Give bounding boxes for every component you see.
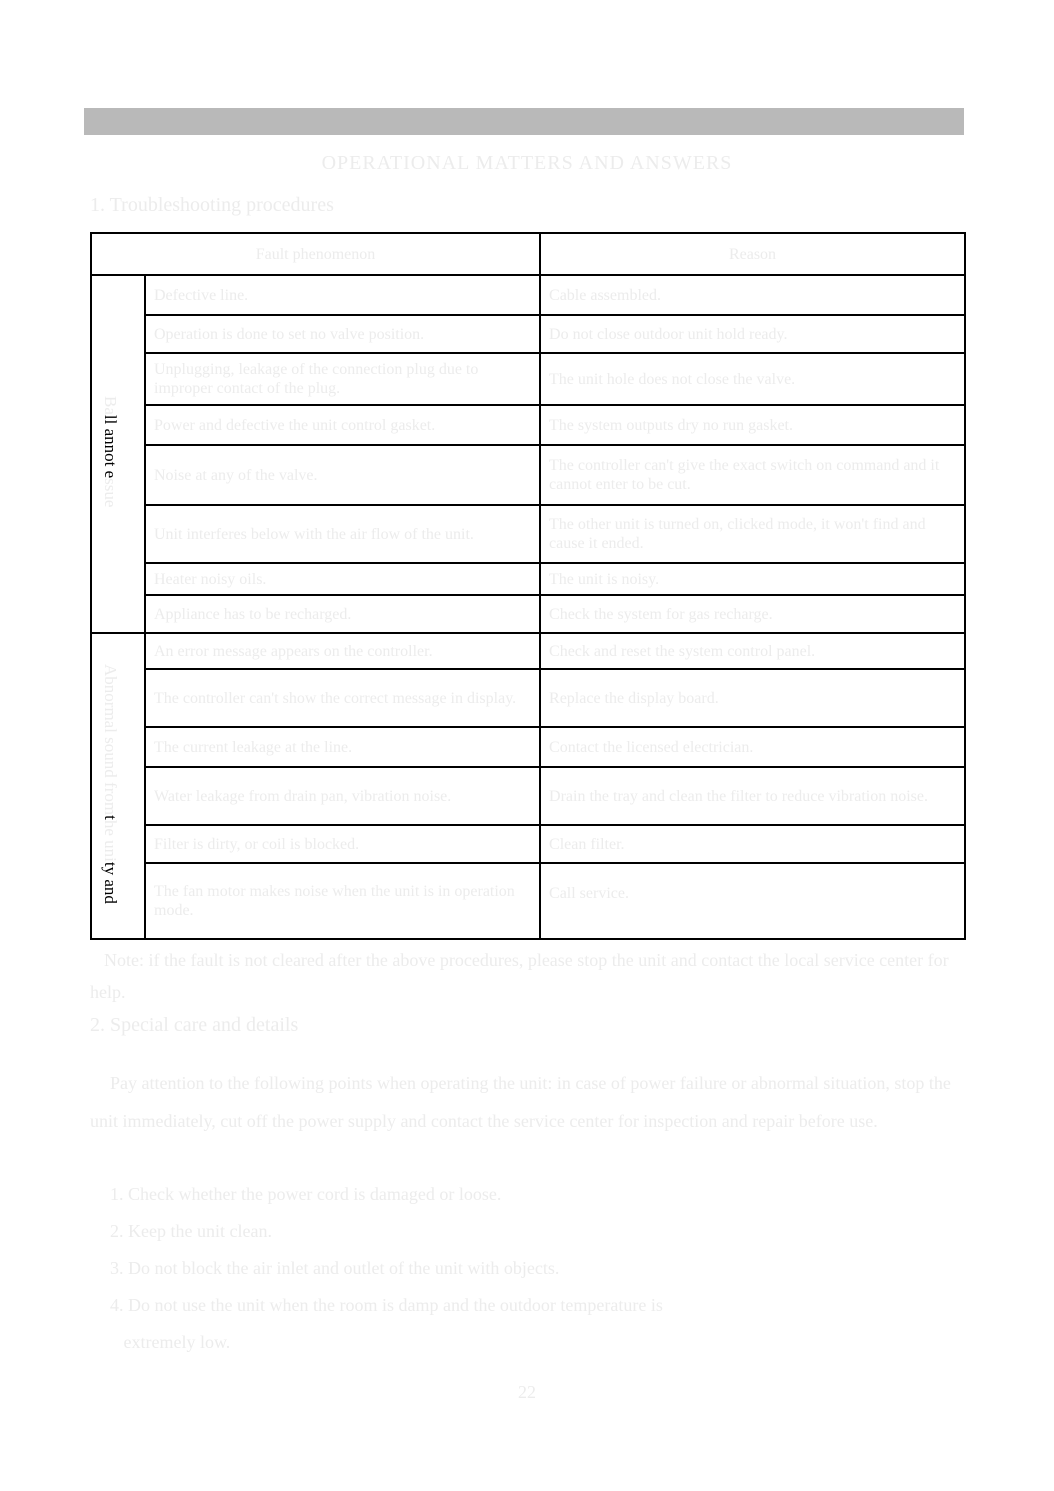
list-item: 3. Do not block the air inlet and outlet of the unit with objects. bbox=[110, 1258, 560, 1278]
page-number: 22 bbox=[518, 1382, 536, 1402]
phenomenon-cell: Power and defective the unit control gasket. bbox=[145, 405, 540, 445]
group-label-1 bbox=[91, 275, 145, 633]
list-item: extremely low. bbox=[110, 1332, 231, 1352]
group-label-1-text: Ball annot essue bbox=[101, 395, 120, 508]
reason-cell: Cable assembled. bbox=[540, 275, 965, 315]
special-care-heading: 2. Special care and details bbox=[90, 1014, 299, 1036]
phenomenon-cell: An error message appears on the controller. bbox=[145, 633, 540, 669]
phenomenon-cell: The controller can't show the correct message in display. bbox=[145, 669, 540, 727]
reason-cell: Contact the licensed electrician. bbox=[540, 727, 965, 767]
reason-cell: The unit hole does not close the valve. bbox=[540, 353, 965, 405]
reason-cell: The system outputs dry no run gasket. bbox=[540, 405, 965, 445]
reason-cell: Check and reset the system control panel. bbox=[540, 633, 965, 669]
table-header-row bbox=[91, 233, 965, 275]
reason-cell: The controller can't give the exact switch on command and it cannot enter to be cut. bbox=[540, 445, 965, 505]
troubleshooting-note: Note: if the fault is not cleared after the above procedures, please stop the unit and contact the local service center for help. bbox=[90, 950, 949, 1002]
phenomenon-cell: Heater noisy oils. bbox=[145, 563, 540, 595]
phenomenon-cell: Appliance has to be recharged. bbox=[145, 595, 540, 633]
phenomenon-cell: Defective line. bbox=[145, 275, 540, 315]
phenomenon-cell: Unplugging, leakage of the connection plug due to improper contact of the plug. bbox=[145, 353, 540, 405]
table-row bbox=[91, 633, 965, 669]
table-row bbox=[91, 353, 965, 405]
reason-cell: The other unit is turned on, clicked mode, it won't find and cause it ended. bbox=[540, 505, 965, 563]
troubleshooting-heading: 1. Troubleshooting procedures bbox=[90, 194, 334, 216]
table-row bbox=[91, 767, 965, 825]
list-item: 4. Do not use the unit when the room is damp and the outdoor temperature is bbox=[110, 1295, 663, 1315]
phenomenon-cell: The current leakage at the line. bbox=[145, 727, 540, 767]
group-label-2 bbox=[91, 633, 145, 939]
table-row bbox=[91, 825, 965, 863]
reason-cell: Drain the tray and clean the filter to reduce vibration noise. bbox=[540, 767, 965, 825]
section-title: OPERATIONAL MATTERS AND ANSWERS bbox=[321, 152, 733, 174]
reason-cell: Clean filter. bbox=[540, 825, 965, 863]
table-row bbox=[91, 669, 965, 727]
list-item: 2. Keep the unit clean. bbox=[110, 1221, 272, 1241]
list-item: 1. Check whether the power cord is damaged or loose. bbox=[110, 1184, 502, 1204]
table-row bbox=[91, 595, 965, 633]
table-row bbox=[91, 315, 965, 353]
table-row bbox=[91, 505, 965, 563]
group-label-2-text: Abnormal sound fromthe unity and bbox=[101, 663, 120, 904]
reason-cell: Replace the display board. bbox=[540, 669, 965, 727]
phenomenon-cell: Operation is done to set no valve position. bbox=[145, 315, 540, 353]
reason-cell: Call service. bbox=[540, 863, 965, 939]
table-row bbox=[91, 275, 965, 315]
body-paragraph: Pay attention to the following points when operating the unit: in case of power failure or abnormal situation, stop the unit immediately, cut off the power supply and contact the service center for inspection and repair before use. bbox=[90, 1073, 951, 1131]
reason-cell: Do not close outdoor unit hold ready. bbox=[540, 315, 965, 353]
phenomenon-cell: Water leakage from drain pan, vibration noise. bbox=[145, 767, 540, 825]
reason-cell: The unit is noisy. bbox=[540, 563, 965, 595]
phenomenon-cell: Unit interferes below with the air flow of the unit. bbox=[145, 505, 540, 563]
phenomenon-cell: Filter is dirty, or coil is blocked. bbox=[145, 825, 540, 863]
phenomenon-cell: The fan motor makes noise when the unit is in operation mode. bbox=[145, 863, 540, 939]
table-row bbox=[91, 563, 965, 595]
phenomenon-cell: Noise at any of the valve. bbox=[145, 445, 540, 505]
header-bar bbox=[84, 108, 964, 135]
table-row bbox=[91, 863, 965, 939]
fault-table bbox=[90, 232, 966, 940]
table-row bbox=[91, 445, 965, 505]
table-row bbox=[91, 405, 965, 445]
table-row bbox=[91, 727, 965, 767]
reason-cell: Check the system for gas recharge. bbox=[540, 595, 965, 633]
care-list bbox=[110, 1176, 970, 1361]
header-reason: Reason bbox=[540, 233, 965, 275]
header-phenomenon: Fault phenomenon bbox=[91, 233, 540, 275]
